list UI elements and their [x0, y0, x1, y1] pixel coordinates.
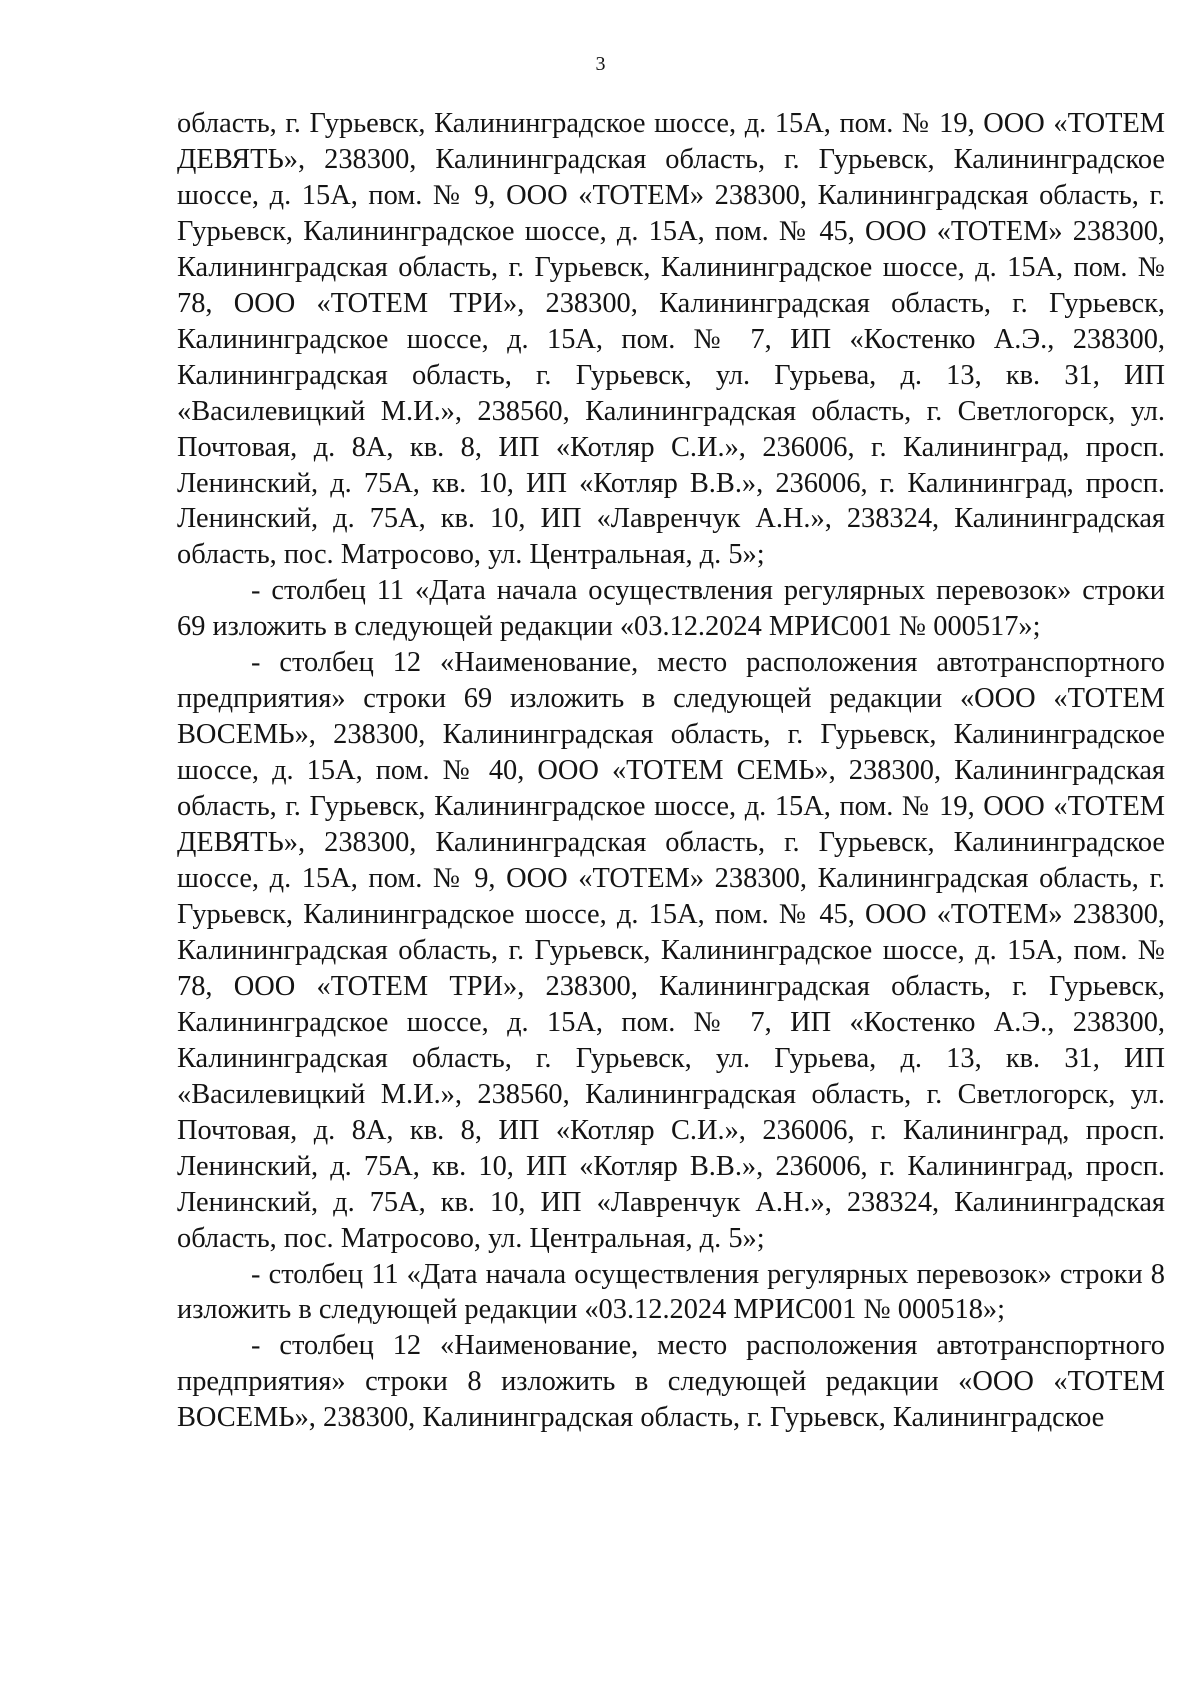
document-body [177, 106, 1165, 1436]
page-number: 3 [595, 53, 606, 75]
paragraph-continuation-addresses: область, г. Гурьевск, Калининградское шоссе, д. 15А, пом. № 19, ООО «ТОТЕМ ДЕВЯТЬ», 238300, Калининградская область, г. Гурьевск, Калининградское шоссе, д. 15А, пом. № 9, ООО «ТОТЕМ» 238300, Калининградская область, г. Гурьевск, Калининградское шоссе, д. 15А, пом. № 45, ООО «ТОТЕМ» 238300, Калининградская область, г. Гурьевск, Калининградское шоссе, д. 15А, пом. № 78, ООО «ТОТЕМ ТРИ», 238300, Калининградская область, г. Гурьевск, Калининградское шоссе, д. 15А, пом. № 7, ИП «Костенко А.Э., 238300, Калининградская область, г. Гурьевск, ул. Гурьева, д. 13, кв. 31, ИП «Василевицкий М.И.», 238560, Калининградская область, г. Светлогорск, ул. Почтовая, д. 8А, кв. 8, ИП «Котляр С.И.», 236006, г. Калининград, просп. Ленинский, д. 75А, кв. 10, ИП «Котляр В.В.», 236006, г. Калининград, просп. Ленинский, д. 75А, кв. 10, ИП «Лавренчук А.Н.», 238324, Калининградская область, пос. Матросово, ул. Центральная, д. 5»; [177, 108, 1165, 571]
paragraph-column-11-row-8: - столбец 11 «Дата начала осуществления регулярных перевозок» строки 8 изложить в следующей редакции «03.12.2024 МРИС001 № 000518»; [177, 1258, 1165, 1326]
paragraph-column-12-row-8: - столбец 12 «Наименование, место расположения автотранспортного предприятия» строки 8 изложить в следующей редакции «ООО «ТОТЕМ ВОСЕМЬ», 238300, Калининградская область, г. Гурьевск, Калининградское [177, 1330, 1165, 1434]
paragraph-column-11-row-69: - столбец 11 «Дата начала осуществления регулярных перевозок» строки 69 изложить в следующей редакции «03.12.2024 МРИС001 № 000517»; [177, 575, 1165, 643]
paragraph-column-12-row-69: - столбец 12 «Наименование, место расположения автотранспортного предприятия» строки 69 изложить в следующей редакции «ООО «ТОТЕМ ВОСЕМЬ», 238300, Калининградская область, г. Гурьевск, Калининградское шоссе, д. 15А, пом. № 40, ООО «ТОТЕМ СЕМЬ», 238300, Калининградская область, г. Гурьевск, Калининградское шоссе, д. 15А, пом. № 19, ООО «ТОТЕМ ДЕВЯТЬ», 238300, Калининградская область, г. Гурьевск, Калининградское шоссе, д. 15А, пом. № 9, ООО «ТОТЕМ» 238300, Калининградская область, г. Гурьевск, Калининградское шоссе, д. 15А, пом. № 45, ООО «ТОТЕМ» 238300, Калининградская область, г. Гурьевск, Калининградское шоссе, д. 15А, пом. № 78, ООО «ТОТЕМ ТРИ», 238300, Калининградская область, г. Гурьевск, Калининградское шоссе, д. 15А, пом. № 7, ИП «Костенко А.Э., 238300, Калининградская область, г. Гурьевск, ул. Гурьева, д. 13, кв. 31, ИП «Василевицкий М.И.», 238560, Калининградская область, г. Светлогорск, ул. Почтовая, д. 8А, кв. 8, ИП «Котляр С.И.», 236006, г. Калининград, просп. Ленинский, д. 75А, кв. 10, ИП «Котляр В.В.», 236006, г. Калининград, просп. Ленинский, д. 75А, кв. 10, ИП «Лавренчук А.Н.», 238324, Калининградская область, пос. Матросово, ул. Центральная, д. 5»; [177, 647, 1165, 1254]
